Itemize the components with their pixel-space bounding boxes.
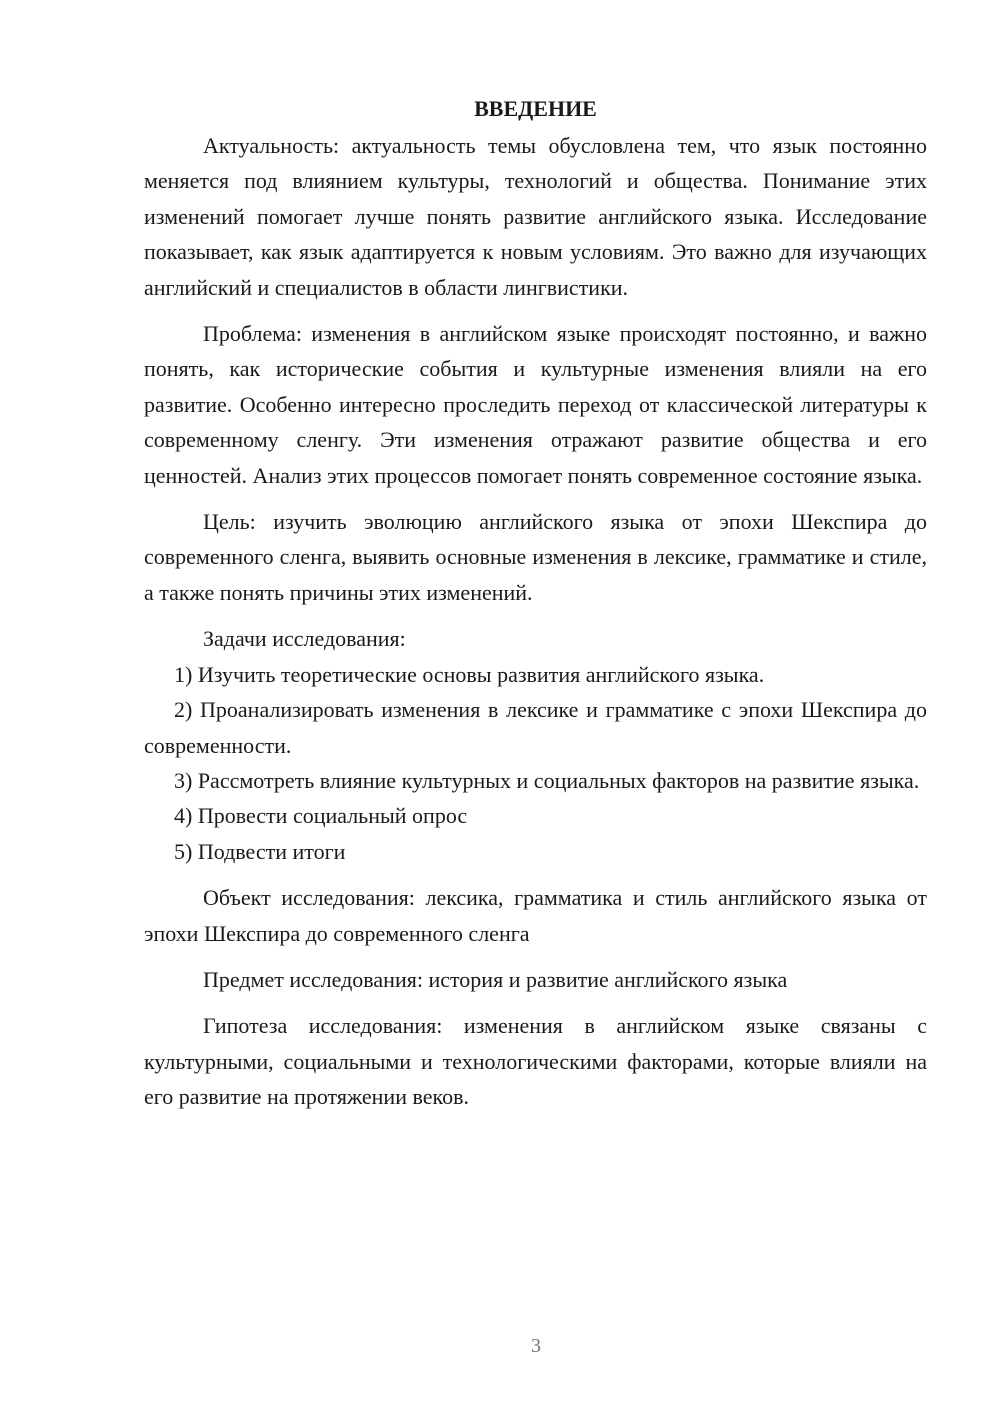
page-title: ВВЕДЕНИЕ	[474, 96, 597, 121]
paragraph-hypothesis: Гипотеза исследования: изменения в английском языке связаны с культурными, социальными и технологическими факторами, которые влияли на его развитие на протяжении веков.	[144, 1013, 927, 1110]
paragraph-object: Объект исследования: лексика, грамматика и стиль английского языка от эпохи Шекспира до современного сленга	[144, 885, 927, 946]
paragraph-problem: Проблема: изменения в английском языке происходят постоянно, и важно понять, как исторические события и культурные изменения влияли на его развитие. Особенно интересно проследить переход от классической литературы к современному сленгу. Эти изменения отражают развитие общества и его ценностей. Анализ этих процессов помогает понять современное состояние языка.	[144, 321, 927, 488]
task-item-5: 5) Подвести итоги	[174, 838, 346, 864]
task-item-3: 3) Рассмотреть влияние культурных и социальных факторов на развитие языка.	[174, 767, 920, 793]
task-item-2: 2) Проанализировать изменения в лексике и грамматике с эпохи Шекспира до современности.	[144, 697, 927, 758]
task-item-1: 1) Изучить теоретические основы развития английского языка.	[174, 661, 765, 687]
paragraph-subject: Предмет исследования: история и развитие английского языка	[203, 966, 788, 992]
page-number: 3	[531, 1335, 541, 1357]
task-item-4: 4) Провести социальный опрос	[174, 803, 468, 829]
paragraph-goal: Цель: изучить эволюцию английского языка от эпохи Шекспира до современного сленга, выявить основные изменения в лексике, грамматике и стиле, а также понять причины этих изменений.	[144, 509, 927, 605]
tasks-heading: Задачи исследования:	[203, 626, 406, 652]
document-page	[144, 94, 927, 1115]
paragraph-relevance: Актуальность: актуальность темы обусловлена тем, что язык постоянно меняется под влиянием культуры, технологий и общества. Понимание этих изменений помогает лучше понять развитие английского языка. Исследование показывает, как язык адаптируется к новым условиям. Это важно для изучающих английский и специалистов в области лингвистики.	[144, 133, 927, 300]
